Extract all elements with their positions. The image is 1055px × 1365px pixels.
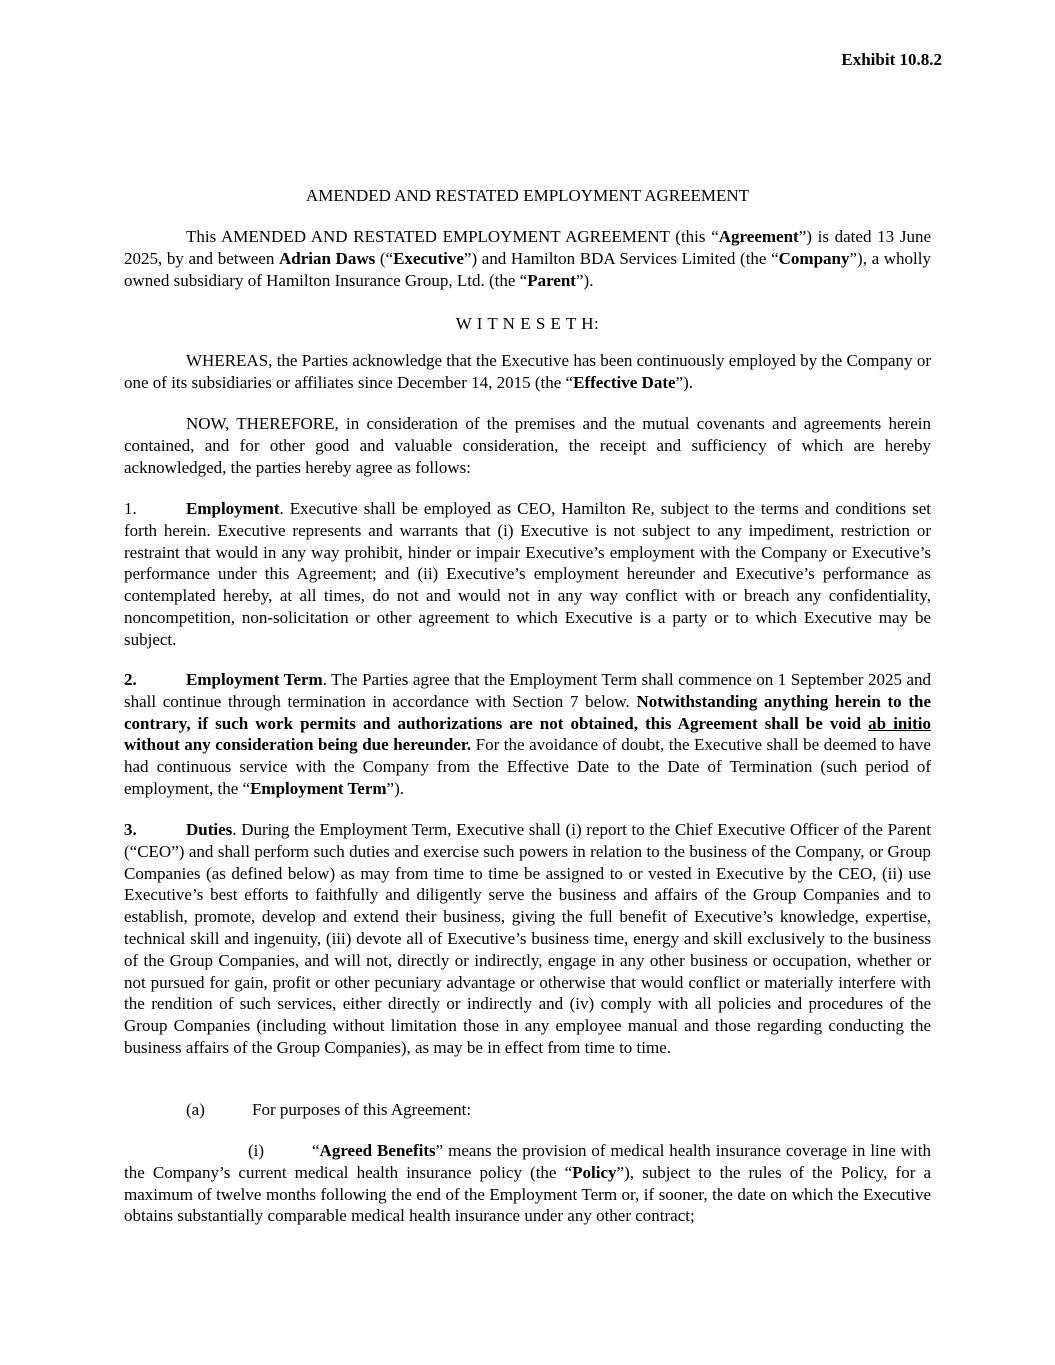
- section-2-employment-term: [124, 669, 931, 800]
- defined-term-company: Company: [778, 248, 850, 268]
- subsection-text-2: ” means the provision of medical health insurance coverage in line with the Company’s current medical health insurance policy (the “: [124, 1141, 931, 1182]
- section-body-3: ”).: [386, 778, 405, 798]
- section-heading: Employment: [186, 499, 280, 518]
- intro-text-2: ”) is dated 13 June 2025, by and between: [124, 227, 931, 268]
- defined-term-employment-term: Employment Term: [250, 778, 387, 798]
- section-bold-clause-2: without any consideration being due hereunder.: [124, 735, 472, 755]
- section-body: . Executive shall be employed as CEO, Hamilton Re, subject to the terms and conditions set forth herein. Executive represents and warrants that (i) Executive is not subject to any impediment, restriction or restraint that would in any way prohibit, hinder or impair Executive’s employment with the Company or Executive’s performance under this Agreement; and (ii) Executive’s employment hereunder and Executive’s performance as contemplated hereby, at all times, do not and would not in any way conflict with or breach any confidentiality, noncompetition, non-solicitation or other agreement to which Executive is a party or to which Executive may be subject.: [124, 499, 931, 649]
- whereas-text-1: WHEREAS, the Parties acknowledge that the Executive has been continuously employed by the Company or one of its subsidiaries or affiliates since December 14, 2015 (the “: [124, 351, 931, 392]
- agreement-title: AMENDED AND RESTATED EMPLOYMENT AGREEMENT: [305, 186, 750, 205]
- now-therefore-paragraph: NOW, THEREFORE, in consideration of the premises and the mutual covenants and agreements herein contained, and for other good and valuable consideration, the receipt and sufficiency of which are hereby acknowledged, the parties hereby agree as follows:: [124, 414, 931, 477]
- defined-term-agreed-benefits: Agreed Benefits: [319, 1141, 436, 1160]
- subsection-a: [124, 1099, 931, 1121]
- intro-text-6: ”).: [575, 270, 594, 290]
- whereas-paragraph: [124, 350, 931, 394]
- intro-text-4: ”) and Hamilton BDA Services Limited (the “: [463, 248, 779, 268]
- whereas-text-2: ”).: [675, 372, 693, 392]
- witnesseth-heading: W I T N E S E T H:: [455, 314, 600, 333]
- defined-term-effective-date: Effective Date: [573, 372, 676, 392]
- subsection-i-agreed-benefits: [124, 1140, 931, 1227]
- section-heading: Duties: [186, 820, 233, 839]
- subsection-label: (i): [248, 1141, 265, 1160]
- subsection-text-3: ”), subject to the rules of the Policy, for a maximum of twelve months following the end of the Employment Term or, if sooner, the date on which the Executive obtains substantially comparable medical health insurance under any other contract;: [124, 1162, 932, 1226]
- section-body-2: For the avoidance of doubt, the Executive shall be deemed to have had continuous service with the Company from the Effective Date to the Date of Termination (such period of employment, the “: [124, 735, 931, 798]
- executive-name: Adrian Daws: [278, 248, 376, 268]
- section-heading: Employment Term: [186, 670, 323, 689]
- section-body-1: . The Parties agree that the Employment Term shall commence on 1 September 2025 and shall continue through termination in accordance with Section 7 below.: [124, 670, 931, 711]
- subsection-label: (a): [186, 1100, 205, 1119]
- intro-text-3: (“: [375, 248, 394, 268]
- defined-term-executive: Executive: [393, 248, 464, 268]
- intro-paragraph: [124, 226, 931, 291]
- defined-term-agreement: Agreement: [718, 227, 799, 246]
- intro-text-1: This AMENDED AND RESTATED EMPLOYMENT AGREEMENT (this “: [186, 227, 719, 246]
- section-1-employment: [124, 498, 931, 651]
- section-bold-clause-1: Notwithstanding anything herein to the contrary, if such work permits and authorizations are not obtained, this Agreement shall be void: [124, 691, 931, 733]
- defined-term-policy: Policy: [572, 1162, 617, 1182]
- defined-term-parent: Parent: [527, 270, 576, 290]
- section-number: 3.: [124, 820, 137, 839]
- section-3-duties: [124, 819, 931, 1059]
- section-body: . During the Employment Term, Executive shall (i) report to the Chief Executive Officer of the Parent (“CEO”) and shall perform such duties and exercise such powers in relation to the business of the Company, or Group Companies (as defined below) as may from time to time be assigned to or vested in Executive by the CEO, (ii) use Executive’s best efforts to faithfully and diligently serve the business and affairs of the Group Companies and to establish, promote, develop and extend their business, giving the full benefit of Executive’s knowledge, expertise, technical skill and ingenuity, (iii) devote all of Executive’s business time, energy and skill exclusively to the business of the Group Companies, and will not, directly or indirectly, engage in any other business or occupation, whether or not pursued for gain, profit or other pecuniary advantage or otherwise that would conflict or materially interfere with the rendition of such services, either directly or indirectly and (iv) comply with all policies and procedures of the Group Companies (including without limitation those in any employee manual and those regarding conducting the business affairs of the Group Companies), as may be in effect from time to time.: [124, 820, 931, 1057]
- section-number: 2.: [124, 670, 137, 689]
- exhibit-number: Exhibit 10.8.2: [841, 50, 942, 69]
- subsection-text: For purposes of this Agreement:: [252, 1100, 472, 1119]
- section-number: 1.: [124, 499, 137, 518]
- ab-initio-underlined: ab initio: [868, 713, 931, 733]
- subsection-text-1: “: [312, 1141, 320, 1160]
- intro-text-5: ”), a wholly owned subsidiary of Hamilton Insurance Group, Ltd. (the “: [124, 248, 932, 290]
